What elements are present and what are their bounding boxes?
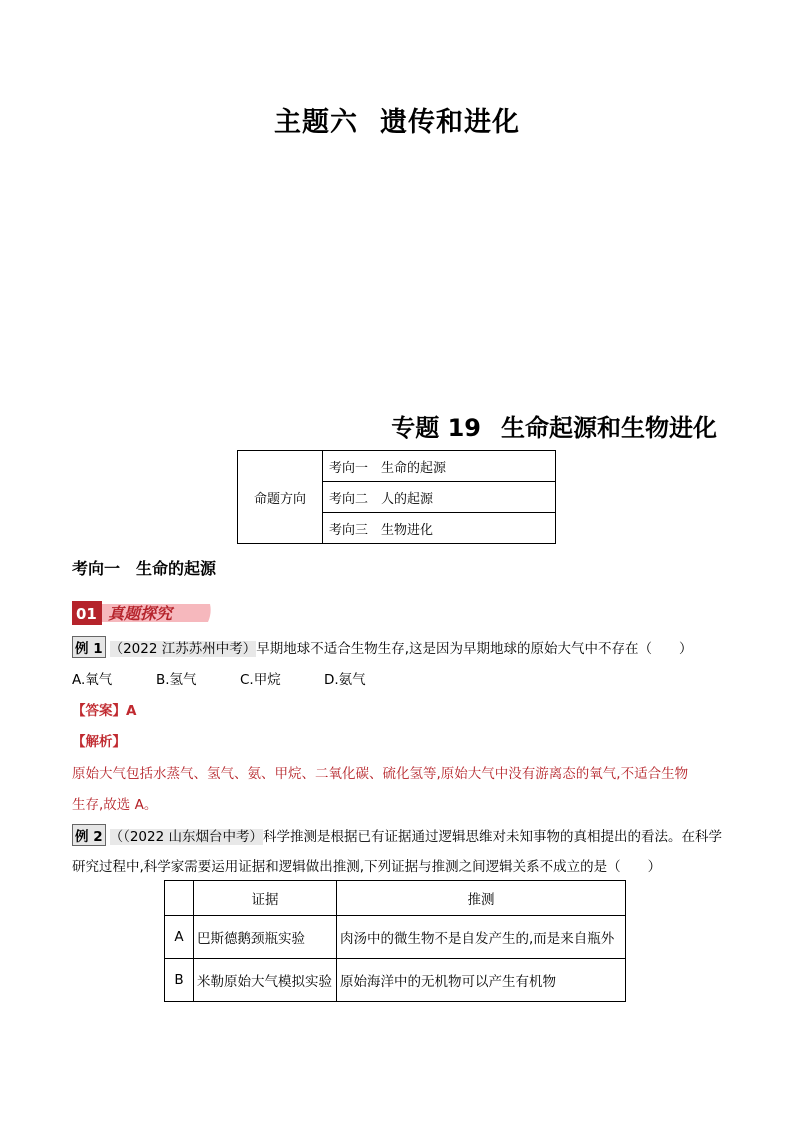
option-d: D.氨气 [324, 672, 366, 688]
table-header-cell: 推测 [337, 881, 626, 916]
direction-label: 命题方向 [238, 451, 323, 544]
banner-text: 真题探究 [108, 604, 173, 623]
table-cell: 米勒原始大气模拟实验 [194, 959, 337, 1002]
direction-item-2: 考向二 人的起源 [323, 482, 556, 513]
example1-question-text: 早期地球不适合生物生存,这是因为早期地球的原始大气中不存在（ ） [256, 641, 693, 657]
table-cell: B [165, 959, 194, 1002]
evidence-table [164, 880, 626, 1002]
example1-source: （2022 江苏苏州中考） [109, 641, 257, 657]
section-heading: 考向一 生命的起源 [72, 559, 217, 578]
topic-title [391, 408, 717, 443]
example2-tag: 例 2 [72, 824, 106, 846]
main-title-part1: 主题六 [274, 107, 358, 138]
banner-graphic [72, 598, 212, 628]
table-row [165, 916, 626, 959]
example1-analysis-line1: 原始大气包括水蒸气、氢气、氨、甲烷、二氧化碳、硫化氢等,原始大气中没有游离态的氧气,不适合生物 [72, 766, 689, 782]
option-a: A.氧气 [72, 672, 113, 688]
example2-question [72, 824, 722, 846]
example2-source: （（2022 山东烟台中考） [109, 829, 263, 845]
table-header-cell: 证据 [194, 881, 337, 916]
table-row [165, 959, 626, 1002]
table-header-row [165, 881, 626, 916]
direction-item-1: 考向一 生命的起源 [323, 451, 556, 482]
topic-name: 生命起源和生物进化 [501, 414, 717, 442]
example1-answer: 【答案】A [72, 703, 137, 719]
example1-question [72, 636, 693, 658]
option-b: B.氢气 [156, 672, 197, 688]
example1-options [72, 668, 408, 688]
topic-number: 专题 19 [391, 414, 481, 442]
example1-analysis-label: 【解析】 [72, 734, 126, 750]
option-c: C.甲烷 [240, 672, 281, 688]
example1-tag: 例 1 [72, 636, 106, 658]
direction-table [237, 450, 556, 544]
example1-analysis-line2: 生存,故选 A。 [72, 797, 158, 813]
example2-question-line1: 科学推测是根据已有证据通过逻辑思维对未知事物的真相提出的看法。在科学 [263, 829, 722, 845]
table-cell: 原始海洋中的无机物可以产生有机物 [337, 959, 626, 1002]
main-title [0, 100, 794, 139]
example2-question-line2: 研究过程中,科学家需要运用证据和逻辑做出推测,下列证据与推测之间逻辑关系不成立的是（ ） [72, 859, 662, 875]
table-header-cell [165, 881, 194, 916]
table-cell: 巴斯德鹅颈瓶实验 [194, 916, 337, 959]
direction-item-3: 考向三 生物进化 [323, 513, 556, 544]
main-title-part2: 遗传和进化 [380, 107, 520, 138]
banner-number: 01 [76, 605, 97, 623]
table-cell: 肉汤中的微生物不是自发产生的,而是来自瓶外 [337, 916, 626, 959]
table-cell: A [165, 916, 194, 959]
